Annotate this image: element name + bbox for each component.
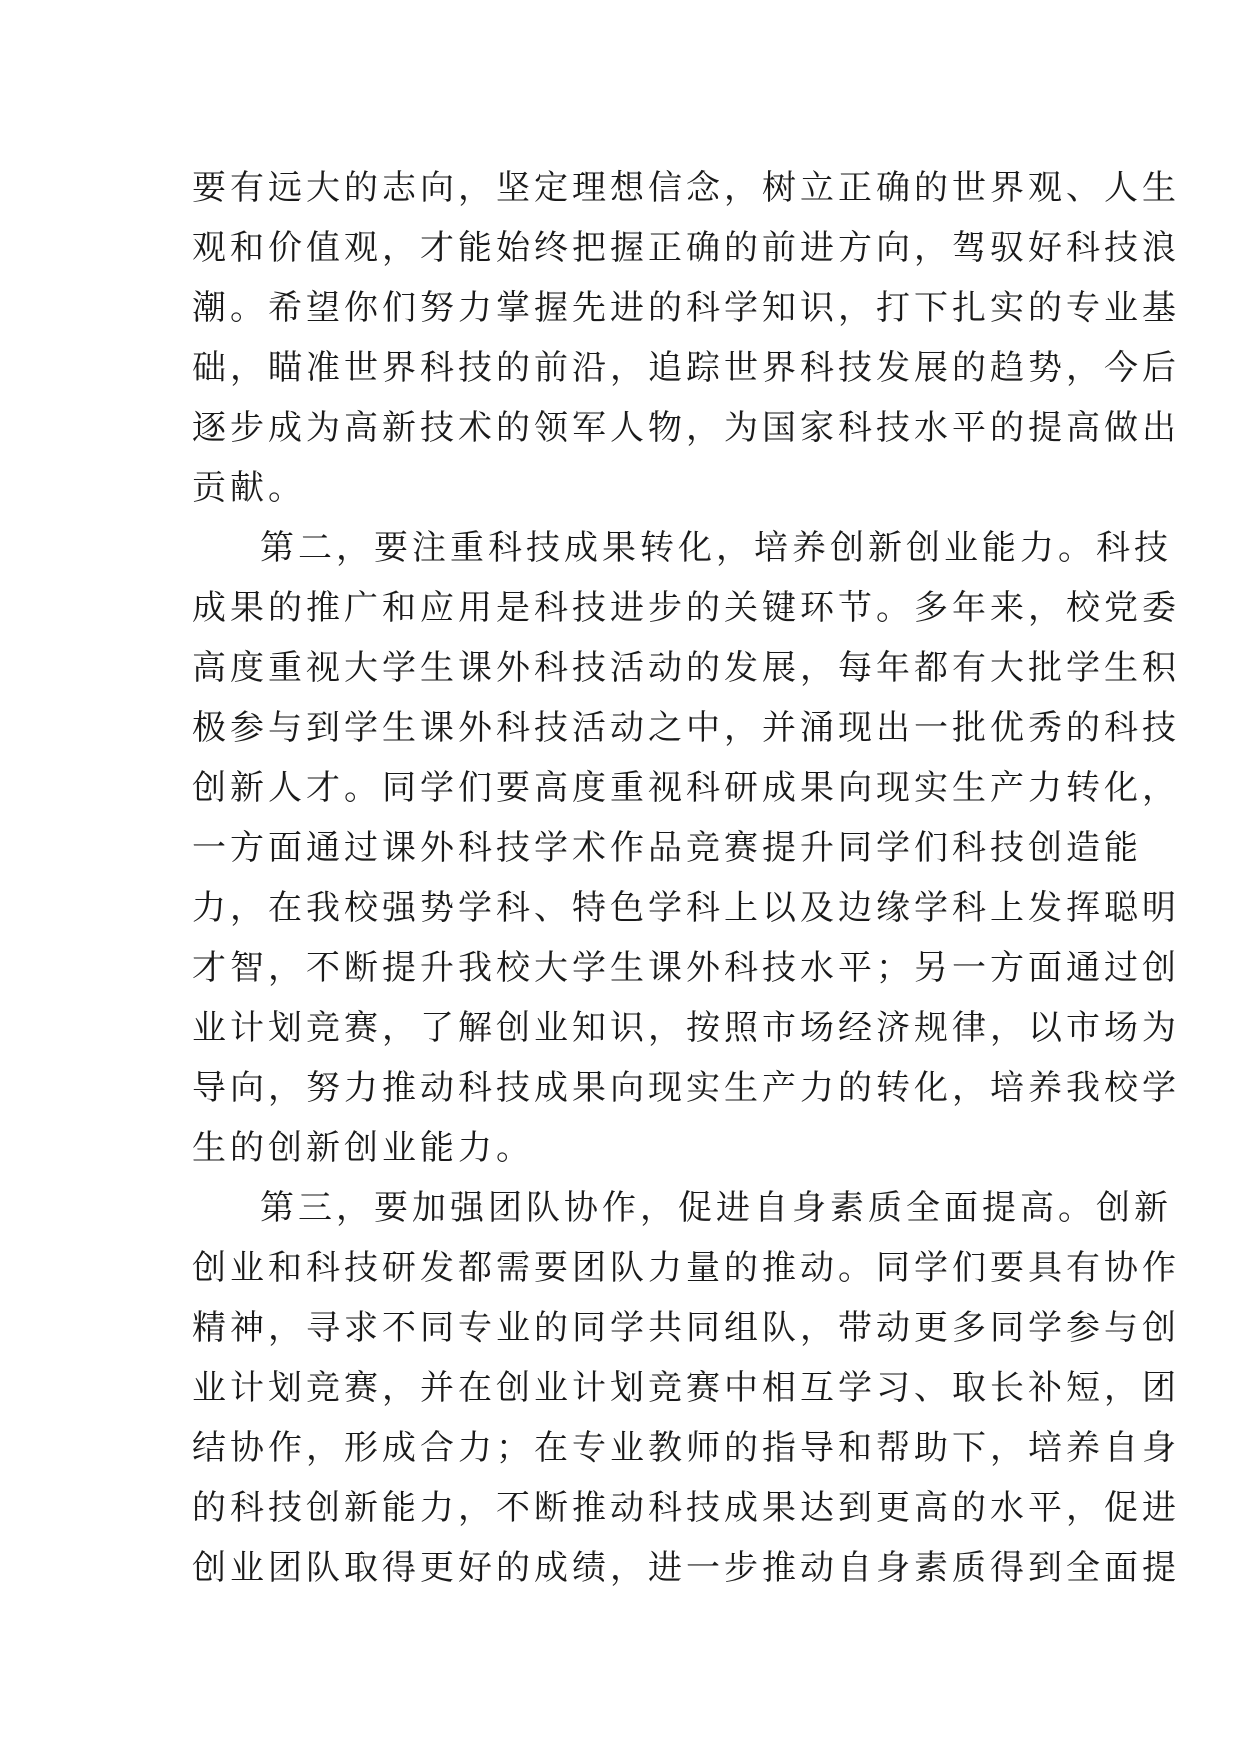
text-line: 业计划竞赛，并在创业计划竞赛中相互学习、取长补短，团 (192, 1368, 1180, 1408)
text-line: 精神，寻求不同专业的同学共同组队，带动更多同学参与创 (192, 1308, 1180, 1348)
text-line: 观和价值观，才能始终把握正确的前进方向，驾驭好科技浪 (192, 228, 1180, 268)
paragraph-first-line: 第三，要加强团队协作，促进自身素质全面提高。创新 (260, 1188, 1172, 1228)
text-line: 创业团队取得更好的成绩，进一步推动自身素质得到全面提 (192, 1548, 1180, 1588)
paragraph-first-line: 第二，要注重科技成果转化，培养创新创业能力。科技 (260, 528, 1172, 568)
text-line: 才智，不断提升我校大学生课外科技水平；另一方面通过创 (192, 948, 1180, 988)
text-line: 逐步成为高新技术的领军人物，为国家科技水平的提高做出 (192, 408, 1180, 448)
text-line: 潮。希望你们努力掌握先进的科学知识，打下扎实的专业基 (192, 288, 1180, 328)
text-line: 高度重视大学生课外科技活动的发展，每年都有大批学生积 (192, 648, 1180, 688)
text-line: 力，在我校强势学科、特色学科上以及边缘学科上发挥聪明 (192, 888, 1180, 928)
text-line: 导向，努力推动科技成果向现实生产力的转化，培养我校学 (192, 1068, 1180, 1108)
text-line: 成果的推广和应用是科技进步的关键环节。多年来，校党委 (192, 588, 1180, 628)
text-line: 的科技创新能力，不断推动科技成果达到更高的水平，促进 (192, 1488, 1180, 1528)
text-line: 础，瞄准世界科技的前沿，追踪世界科技发展的趋势，今后 (192, 348, 1180, 388)
text-line: 结协作，形成合力；在专业教师的指导和帮助下，培养自身 (192, 1428, 1180, 1468)
text-line: 贡献。 (192, 468, 306, 508)
text-line: 创业和科技研发都需要团队力量的推动。同学们要具有协作 (192, 1248, 1180, 1288)
text-line: 要有远大的志向，坚定理想信念，树立正确的世界观、人生 (192, 168, 1180, 208)
document-body (192, 158, 1180, 1598)
text-line: 一方面通过课外科技学术作品竞赛提升同学们科技创造能 (192, 828, 1142, 868)
text-line: 生的创新创业能力。 (192, 1128, 534, 1168)
text-line: 业计划竞赛，了解创业知识，按照市场经济规律，以市场为 (192, 1008, 1180, 1048)
text-line: 极参与到学生课外科技活动之中，并涌现出一批优秀的科技 (192, 708, 1180, 748)
text-line: 创新人才。同学们要高度重视科研成果向现实生产力转化， (192, 768, 1180, 808)
